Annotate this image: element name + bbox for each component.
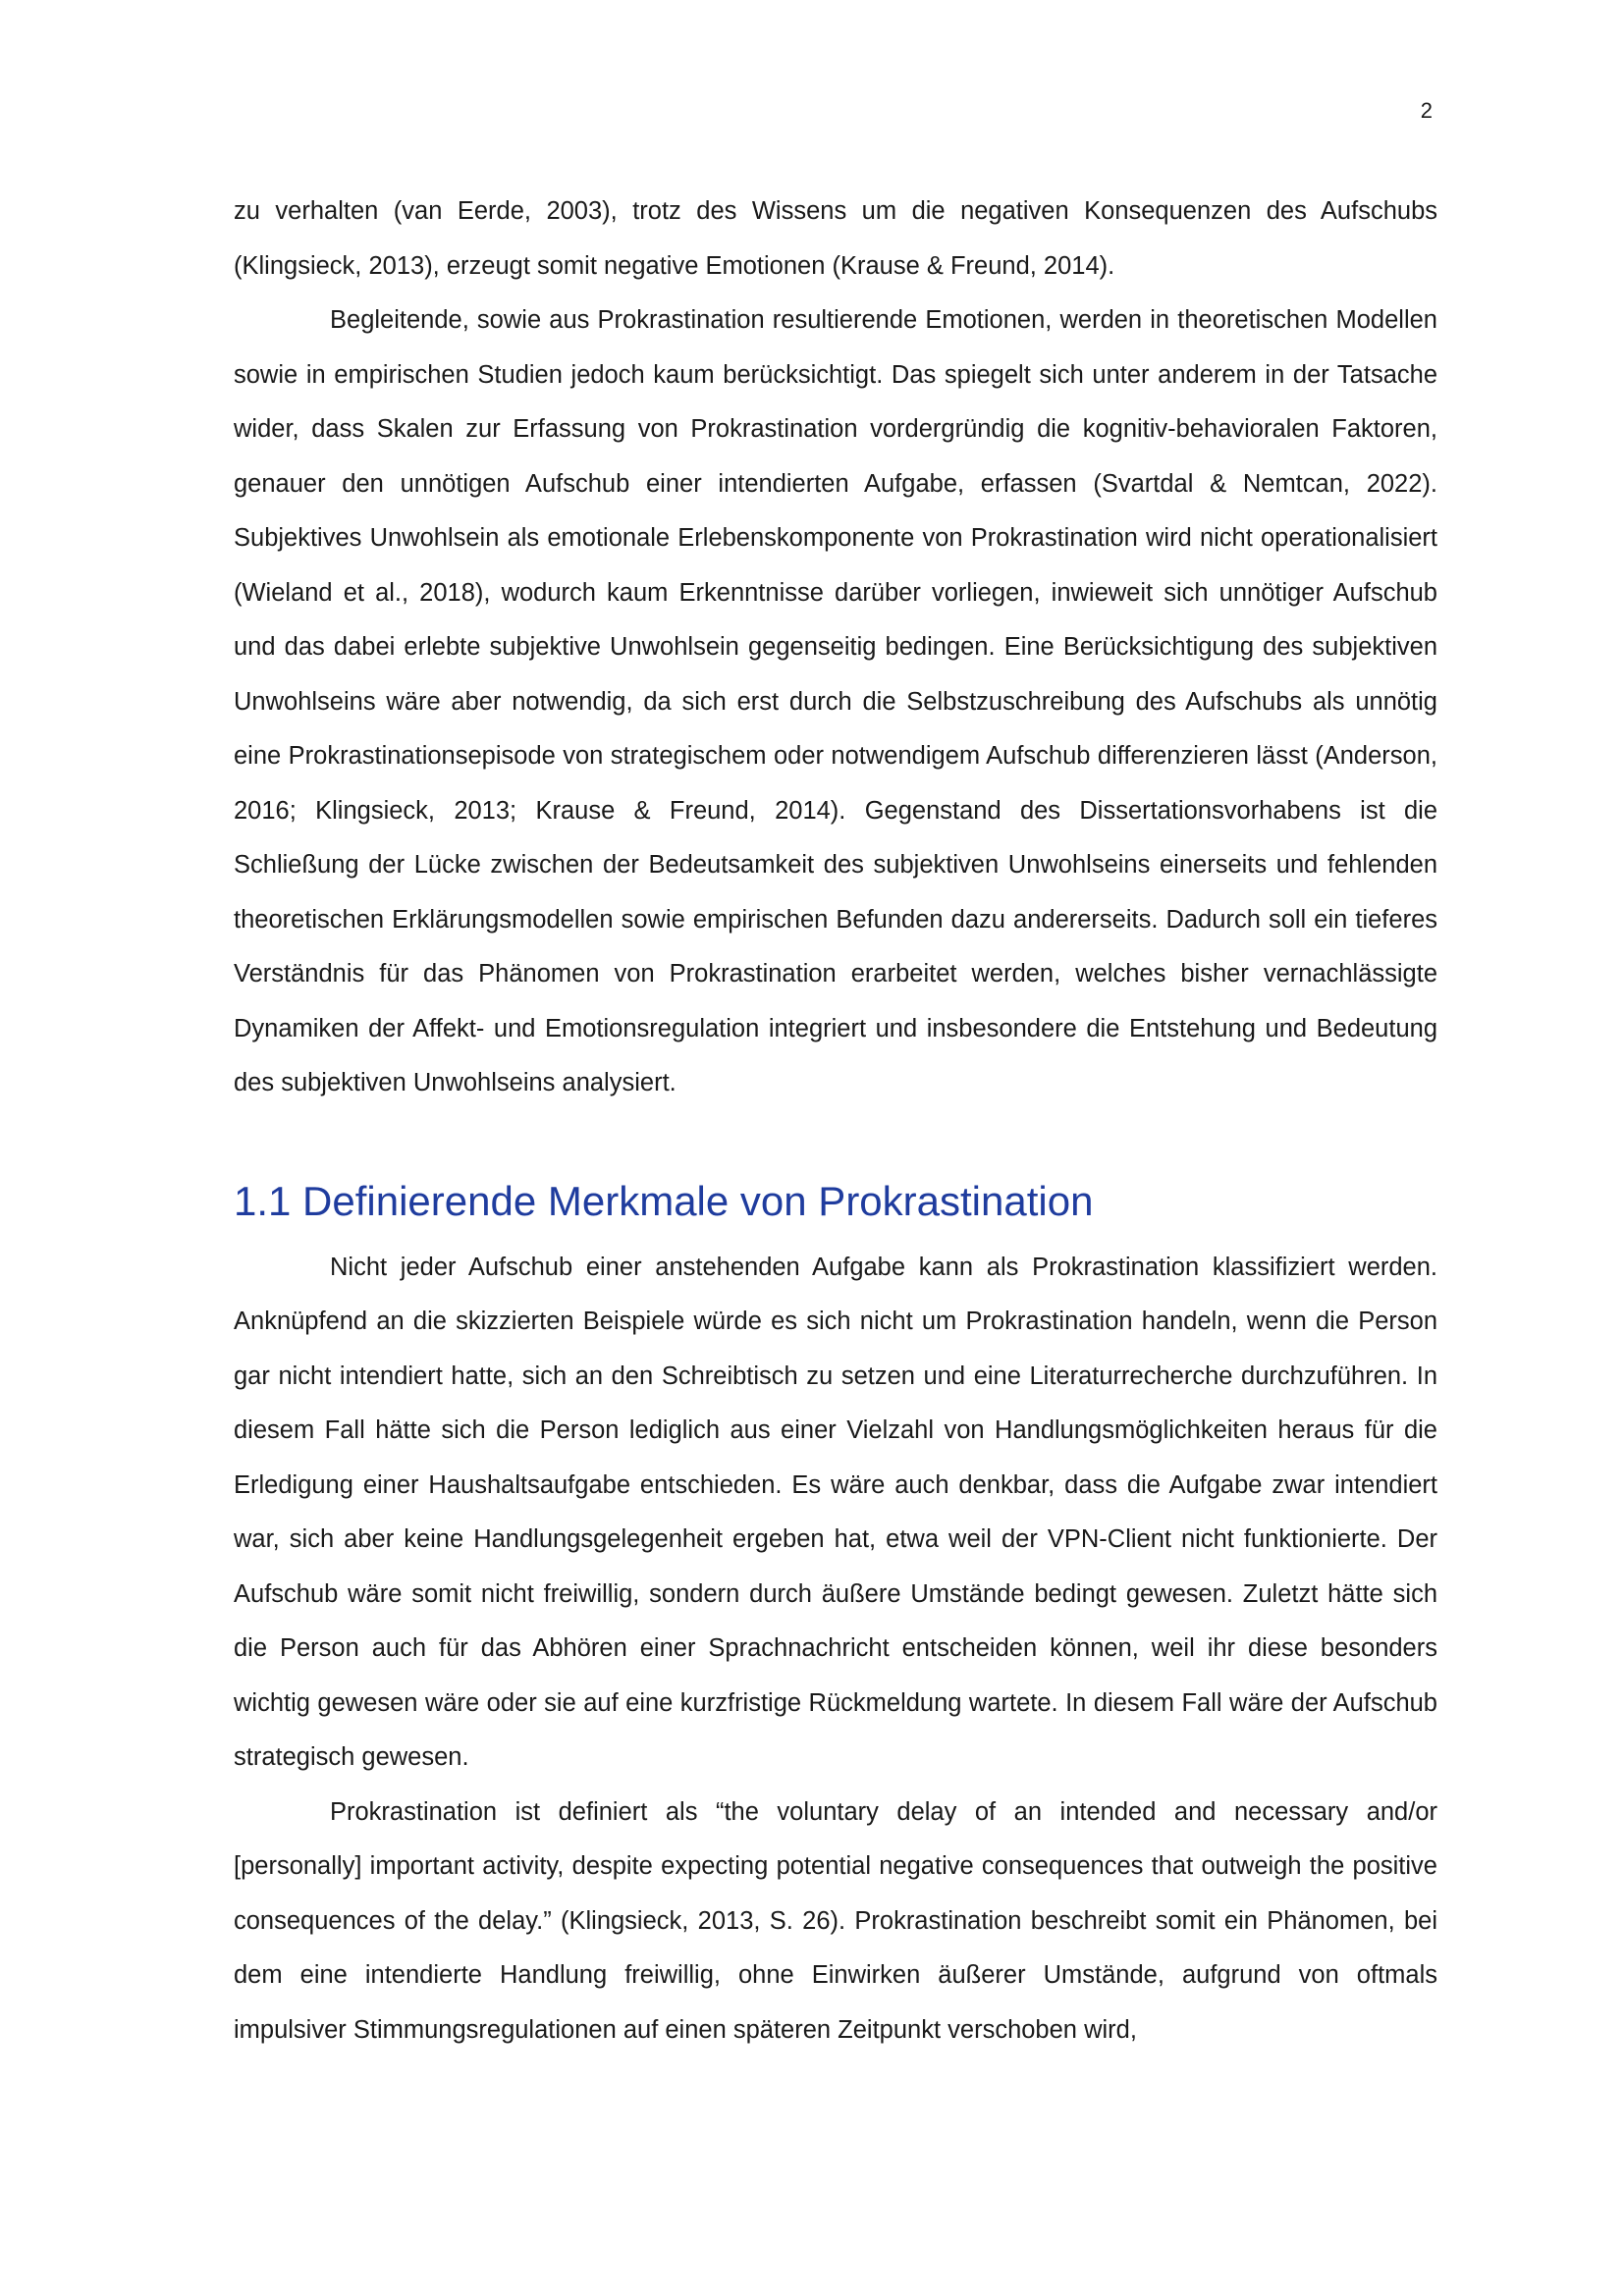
page-number: 2 bbox=[1420, 98, 1433, 123]
section-heading: 1.1 Definierende Merkmale von Prokrastination bbox=[234, 1177, 1094, 1224]
body-paragraph-definition: Prokrastination ist definiert als “the voluntary delay of an intended and necessary and/or [personally] important activity, despite expecting potential negative consequences that outweigh the positive consequences of the delay.” (Klingsieck, 2013, S. 26). Prokrastination beschreibt somit ein Phänomen, bei dem eine intendierte Handlung freiwillig, ohne Einwirken äußerer Umstände, aufgrund von oftmals impulsiver Stimmungsregulationen auf einen späteren Zeitpunkt verschoben wird, bbox=[234, 1797, 1437, 2044]
page-body bbox=[234, 185, 1437, 2057]
body-paragraph-examples: Nicht jeder Aufschub einer anstehenden Aufgabe kann als Prokrastination klassifiziert werden. Anknüpfend an die skizzierten Beispiele würde es sich nicht um Prokrastination handeln, wenn die Person gar nicht intendiert hatte, sich an den Schreibtisch zu setzen und eine Literaturrecherche durchzuführen. In diesem Fall hätte sich die Person lediglich aus einer Vielzahl von Handlungsmöglichkeiten heraus für die Erledigung einer Haushaltsaufgabe entschieden. Es wäre auch denkbar, dass die Aufgabe zwar intendiert war, sich aber keine Handlungsgelegenheit ergeben hat, etwa weil der VPN-Client nicht funktionierte. Der Aufschub wäre somit nicht freiwillig, sondern durch äußere Umstände bedingt gewesen. Zuletzt hätte sich die Person auch für das Abhören einer Sprachnachricht entscheiden können, weil ihr diese besonders wichtig gewesen wäre oder sie auf eine kurzfristige Rückmeldung wartete. In diesem Fall wäre der Aufschub strategisch gewesen. bbox=[234, 1253, 1437, 1771]
body-paragraph-emotions: Begleitende, sowie aus Prokrastination resultierende Emotionen, werden in theoretischen Modellen sowie in empirischen Studien jedoch kaum berücksichtigt. Das spiegelt sich unter anderem in der Tatsache wider, dass Skalen zur Erfassung von Prokrastination vordergründig die kognitiv-behavioralen Faktoren, genauer den unnötigen Aufschub einer intendierten Aufgabe, erfassen (Svartdal & Nemtcan, 2022). Subjektives Unwohlsein als emotionale Erlebenskomponente von Prokrastination wird nicht operationalisiert (Wieland et al., 2018), wodurch kaum Erkenntnisse darüber vorliegen, inwieweit sich unnötiger Aufschub und das dabei erlebte subjektive Unwohlsein gegenseitig bedingen. Eine Berücksichtigung des subjektiven Unwohlseins wäre aber notwendig, da sich erst durch die Selbstzuschreibung des Aufschubs als unnötig eine Prokrastinationsepisode von strategischem oder notwendigem Aufschub differenzieren lässt (Anderson, 2016; Klingsieck, 2013; Krause & Freund, 2014). Gegenstand des Dissertationsvorhabens ist die Schließung der Lücke zwischen der Bedeutsamkeit des subjektiven Unwohlseins einerseits und fehlenden theoretischen Erklärungsmodellen sowie empirischen Befunden dazu andererseits. Dadurch soll ein tieferes Verständnis für das Phänomen von Prokrastination erarbeitet werden, welches bisher vernachlässigte Dynamiken der Affekt- und Emotionsregulation integriert und insbesondere die Entstehung und Bedeutung des subjektiven Unwohlseins analysiert. bbox=[234, 306, 1437, 1096]
body-paragraph-continuation: zu verhalten (van Eerde, 2003), trotz des Wissens um die negativen Konsequenzen des Aufschubs (Klingsieck, 2013), erzeugt somit negative Emotionen (Krause & Freund, 2014). bbox=[234, 197, 1437, 280]
